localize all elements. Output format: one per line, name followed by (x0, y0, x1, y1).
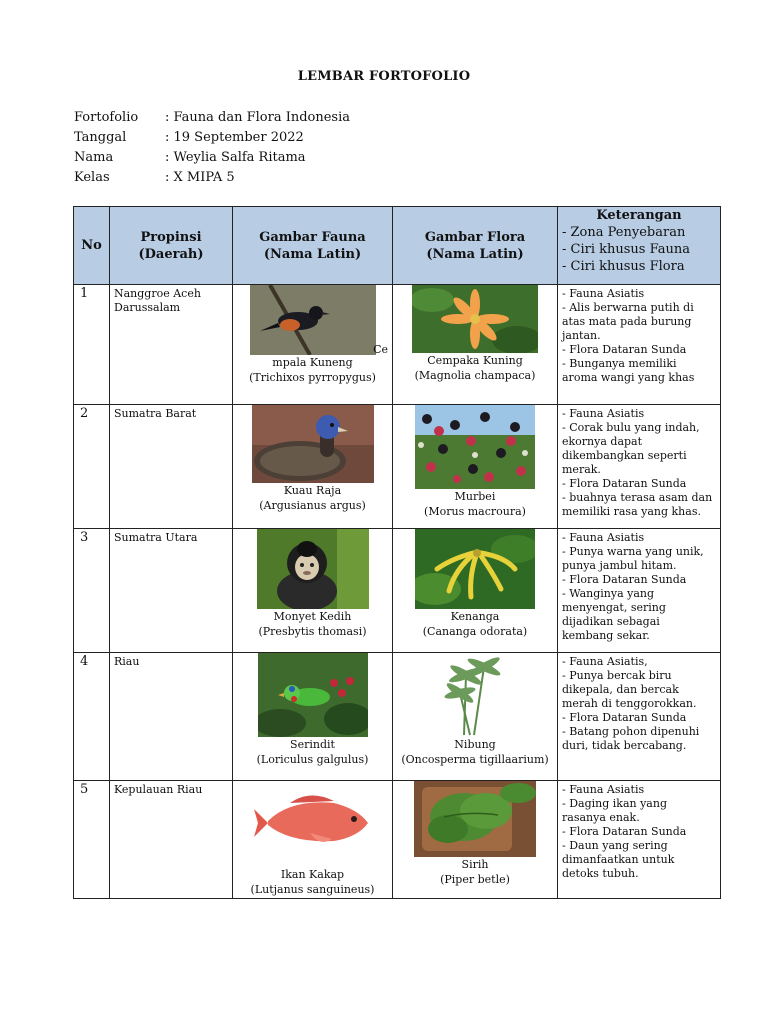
meta-row-kelas (74, 168, 350, 188)
fauna-latin: (Loriculus galgulus) (256, 753, 369, 766)
propinsi-line: Sumatra Utara (114, 531, 198, 544)
header-flora (393, 207, 558, 285)
meta-value: : 19 September 2022 (165, 130, 304, 145)
note-line: - Flora Dataran Sunda (562, 825, 687, 838)
header-fauna-line1: Gambar Fauna (259, 229, 366, 245)
fauna-latin: (Presbytis thomasi) (258, 625, 367, 638)
flora-cell (393, 285, 558, 405)
meta-value: : X MIPA 5 (165, 170, 235, 185)
header-keterangan-item: - Zona Penyebaran (562, 225, 686, 240)
note-line: - Flora Dataran Sunda (562, 343, 687, 356)
fauna-latin: (Trichixos pyrropygus) (249, 371, 376, 384)
bird-photo-kuau-raja (252, 405, 374, 483)
note-line: - Bunganya memiliki (562, 357, 677, 370)
note-line: - Fauna Asiatis (562, 531, 645, 544)
note-line: - Daging ikan yang (562, 797, 667, 810)
table-row (74, 405, 721, 529)
note-line: - Flora Dataran Sunda (562, 711, 687, 724)
flora-latin: (Morus macroura) (424, 505, 526, 518)
propinsi-line: Kepulauan Riau (114, 783, 203, 796)
note-line: menyengat, sering (562, 601, 666, 614)
flora-cell (393, 529, 558, 653)
meta-key: Kelas (74, 170, 110, 185)
flora-cell (393, 405, 558, 529)
bird-photo-cempala (250, 285, 376, 355)
header-propinsi-line1: Propinsi (140, 229, 202, 245)
fauna-name: mpala Kuneng (272, 356, 353, 369)
note-line: - Fauna Asiatis (562, 407, 645, 420)
note-line: aroma wangi yang khas (562, 371, 695, 384)
header-no: No (74, 207, 110, 285)
flora-name: Cempaka Kuning (427, 354, 523, 367)
leaf-photo-sirih (414, 781, 536, 857)
header-flora-line2: (Nama Latin) (426, 246, 524, 262)
header-keterangan-title: Keterangan (596, 208, 682, 223)
propinsi-line: Riau (114, 655, 140, 668)
meta-row-nama (74, 148, 350, 168)
note-line: - Corak bulu yang indah, (562, 421, 700, 434)
header-propinsi-line2: (Daerah) (138, 246, 204, 262)
header-keterangan-item: - Ciri khusus Fauna (562, 242, 690, 257)
note-line: - Fauna Asiatis (562, 287, 645, 300)
flora-cell (393, 781, 558, 899)
propinsi-line: Sumatra Barat (114, 407, 197, 420)
fauna-latin: (Argusianus argus) (259, 499, 366, 512)
fauna-cell (233, 285, 393, 405)
header-flora-line1: Gambar Flora (424, 229, 526, 245)
fauna-cell (233, 781, 393, 899)
flora-latin: (Magnolia champaca) (414, 369, 536, 382)
fauna-name: Monyet Kedih (273, 610, 352, 623)
monkey-photo-kedih (257, 529, 369, 609)
note-line: - Batang pohon dipenuhi (562, 725, 700, 738)
note-line: merah di tenggorokkan. (562, 697, 697, 710)
table-row (74, 285, 721, 405)
row-propinsi (110, 653, 233, 781)
row-notes (558, 781, 721, 899)
fauna-name: Serindit (290, 738, 335, 751)
flower-photo-cempaka (412, 285, 538, 353)
row-propinsi (110, 405, 233, 529)
note-line: dikembangkan seperti (562, 449, 687, 462)
flora-name: Kenanga (450, 610, 500, 623)
row-notes (558, 405, 721, 529)
bird-photo-serindit (258, 653, 368, 737)
flora-latin: (Oncosperma tigillaarium) (401, 753, 549, 766)
header-fauna-line2: (Nama Latin) (263, 246, 362, 262)
propinsi-line: Darussalam (114, 301, 181, 314)
note-line: dijadikan sebagai (562, 615, 660, 628)
meta-value: : Weylia Salfa Ritama (165, 150, 306, 165)
meta-row-tanggal (74, 128, 350, 148)
row-number: 4 (74, 653, 110, 781)
meta-key: Tanggal (74, 130, 127, 145)
meta-key: Nama (74, 150, 114, 165)
note-line: punya jambul hitam. (562, 559, 677, 572)
fish-photo-ikan-kakap (250, 781, 376, 867)
note-line: - Wanginya yang (562, 587, 655, 600)
fauna-cell (233, 653, 393, 781)
row-notes (558, 529, 721, 653)
table-header-row (74, 207, 721, 285)
document-title: LEMBAR FORTOFOLIO (297, 69, 471, 84)
row-notes (558, 285, 721, 405)
palm-photo-nibung (420, 653, 530, 737)
note-line: - buahnya terasa asam dan (562, 491, 713, 504)
row-propinsi (110, 781, 233, 899)
note-line: - Alis berwarna putih di (562, 301, 694, 314)
meta-info (74, 108, 350, 188)
flora-name: Nibung (454, 738, 496, 751)
flora-name: Murbei (454, 490, 496, 503)
table-row (74, 781, 721, 899)
row-propinsi (110, 529, 233, 653)
meta-row-fortofolio (74, 108, 350, 128)
table-row (74, 529, 721, 653)
note-line: duri, tidak bercabang. (562, 739, 687, 752)
header-keterangan (558, 207, 721, 285)
header-propinsi (110, 207, 233, 285)
note-line: - Punya bercak biru (562, 669, 672, 682)
row-notes (558, 653, 721, 781)
fauna-cell (233, 405, 393, 529)
flora-cell (393, 653, 558, 781)
row-propinsi (110, 285, 233, 405)
note-line: ekornya dapat (562, 435, 643, 448)
fauna-latin: (Lutjanus sanguineus) (250, 883, 375, 896)
propinsi-line: Nanggroe Aceh (114, 287, 201, 300)
note-line: - Punya warna yang unik, (562, 545, 704, 558)
note-line: - Fauna Asiatis, (562, 655, 648, 668)
header-keterangan-item: - Ciri khusus Flora (562, 259, 685, 274)
flora-latin: (Cananga odorata) (422, 625, 528, 638)
fauna-name: Ikan Kakap (280, 868, 345, 881)
berry-photo-murbei (415, 405, 535, 489)
note-line: dikepala, dan bercak (562, 683, 679, 696)
row-number: 5 (74, 781, 110, 899)
row-number: 1 (74, 285, 110, 405)
note-line: - Fauna Asiatis (562, 783, 645, 796)
table-row (74, 653, 721, 781)
note-line: kembang sekar. (562, 629, 650, 642)
note-line: - Flora Dataran Sunda (562, 477, 687, 490)
note-line: - Daun yang sering (562, 839, 668, 852)
note-line: rasanya enak. (562, 811, 640, 824)
fauna-cell (233, 529, 393, 653)
flower-photo-kenanga (415, 529, 535, 609)
fauna-name-fragment: Ce (373, 343, 388, 356)
note-line: memiliki rasa yang khas. (562, 505, 701, 518)
flora-name: Sirih (461, 858, 489, 871)
row-number: 2 (74, 405, 110, 529)
meta-key: Fortofolio (74, 110, 139, 125)
note-line: dimanfaatkan untuk (562, 853, 675, 866)
note-line: jantan. (562, 329, 601, 342)
header-fauna (233, 207, 393, 285)
note-line: detoks tubuh. (562, 867, 639, 880)
portfolio-table (73, 206, 721, 899)
note-line: atas mata pada burung (562, 315, 692, 328)
flora-latin: (Piper betle) (440, 873, 510, 886)
note-line: - Flora Dataran Sunda (562, 573, 687, 586)
fauna-name: Kuau Raja (283, 484, 342, 497)
note-line: merak. (562, 463, 601, 476)
meta-value: : Fauna dan Flora Indonesia (165, 110, 351, 125)
row-number: 3 (74, 529, 110, 653)
